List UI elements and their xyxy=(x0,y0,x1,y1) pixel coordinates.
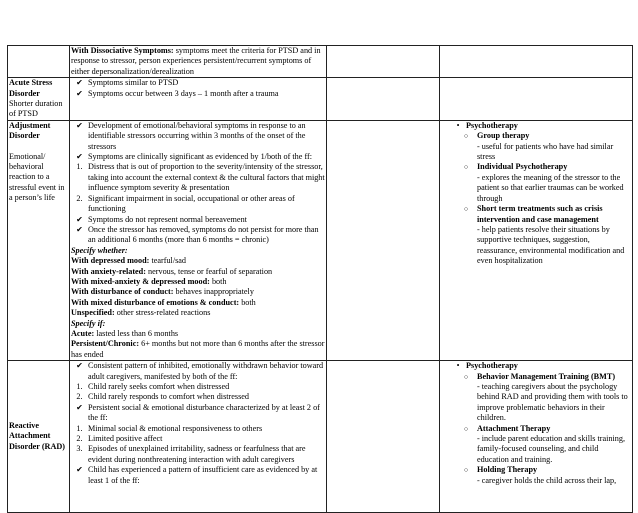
list-item: 2. Significant impairment in social, occupational or other areas of functioning xyxy=(76,193,295,214)
acute-stress-subtitle: Shorter duration of PTSD xyxy=(9,99,63,119)
acute-stress-col3 xyxy=(327,78,440,121)
circle-bullet-icon: ○ xyxy=(463,205,469,214)
adjustment-title: Adjustment Disorder xyxy=(9,120,51,141)
acute-stress-row xyxy=(8,78,633,121)
list-item: ✔ Symptoms are clinically significant as evidenced by 1/both of the ff: xyxy=(71,152,325,162)
rad-title: Reactive Attachment Disorder (RAD) xyxy=(9,421,66,451)
check-icon: ✔ xyxy=(76,152,83,162)
treatment-heading: • Psychotherapy xyxy=(441,361,631,371)
check-icon: ✔ xyxy=(76,402,83,412)
acute-stress-criteria xyxy=(70,78,327,121)
dissociative-name-cell xyxy=(8,46,70,78)
adjustment-name-cell xyxy=(8,120,70,360)
bullet-icon: • xyxy=(456,361,460,371)
check-icon: ✔ xyxy=(76,361,83,371)
adjustment-subtitle: Emotional/ behavioral reaction to a stressful event in a person’s life xyxy=(9,151,65,203)
rad-row xyxy=(8,361,633,513)
specify-if-label: Specify if: xyxy=(71,318,106,328)
circle-bullet-icon: ○ xyxy=(463,424,469,433)
duration-line: Persistent/Chronic: 6+ months but not more than 6 months after the stressor has ended xyxy=(71,339,325,359)
specify-whether-label: Specify whether: xyxy=(71,245,128,255)
list-item: ✔ Symptoms do not represent normal bereavement xyxy=(71,215,325,225)
subtype-line: With mixed disturbance of emotions & conduct: both xyxy=(71,297,256,307)
list-item: ✔ Symptoms similar to PTSD xyxy=(71,78,325,88)
treatment-item: ○ Group therapy - useful for patients who have had similar stress xyxy=(441,131,631,162)
treatment-item: ○ Attachment Therapy - include parent education and skills training, family-focused counseling, and child education and training. xyxy=(441,424,631,466)
subtype-line: With disturbance of conduct: behaves inappropriately xyxy=(71,287,254,297)
list-item: 1. Minimal social & emotional responsiveness to others xyxy=(76,423,263,433)
list-item: 1. Distress that is out of proportion to the severity/intensity of the stressor, taking into account the external context & the cultural factors that might influence symptom severity & presentation xyxy=(76,162,325,193)
adjustment-col3 xyxy=(327,120,440,360)
adjustment-treatment xyxy=(440,120,633,360)
subtype-line: With anxiety-related: nervous, tense or fearful of separation xyxy=(71,266,273,276)
acute-stress-treatment xyxy=(440,78,633,121)
list-item: 2. Child rarely responds to comfort when distressed xyxy=(76,392,249,402)
acute-stress-title: Acute Stress Disorder xyxy=(9,78,53,98)
bullet-icon: • xyxy=(456,120,460,130)
treatment-heading: • Psychotherapy xyxy=(441,121,631,131)
disorders-table xyxy=(7,45,633,513)
dissociative-cell xyxy=(70,46,327,78)
list-item: 2. Limited positive affect xyxy=(76,434,163,444)
check-icon: ✔ xyxy=(76,120,83,130)
dissociative-treatment xyxy=(440,46,633,78)
adjustment-criteria xyxy=(70,120,327,360)
rad-criteria xyxy=(70,361,327,513)
list-item: 3. Episodes of unexplained irritability, sadness or fearfulness that are evident during nonthreatening interaction with adult caregivers xyxy=(76,444,306,464)
subtype-line: Unspecified: other stress-related reactions xyxy=(71,308,211,318)
circle-bullet-icon: ○ xyxy=(463,132,469,141)
list-item: ✔ Once the stressor has removed, symptoms do not persist for more than an additional 6 months (more than 6 months = chronic) xyxy=(71,225,325,246)
treatment-item: ○ Holding Therapy - caregiver holds the child across their lap, xyxy=(441,465,631,486)
dissociative-col3 xyxy=(327,46,440,78)
check-icon: ✔ xyxy=(76,78,83,88)
circle-bullet-icon: ○ xyxy=(463,163,469,172)
duration-line: Acute: lasted less than 6 months xyxy=(71,328,179,338)
check-icon: ✔ xyxy=(76,465,83,475)
check-icon: ✔ xyxy=(76,214,83,224)
list-item: ✔ Symptoms occur between 3 days – 1 month after a trauma xyxy=(71,89,325,99)
treatment-item: ○ Individual Psychotherapy - explores the meaning of the stressor to the patient so that earlier traumas can be worked through xyxy=(441,162,631,204)
list-item: ✔ Consistent pattern of inhibited, emotionally withdrawn behavior toward adult caregivers, manifested by both of the ff: xyxy=(71,361,325,382)
circle-bullet-icon: ○ xyxy=(463,372,469,381)
check-icon: ✔ xyxy=(76,88,83,98)
check-icon: ✔ xyxy=(76,224,83,234)
adjustment-row xyxy=(8,120,633,360)
subtype-line: With mixed-anxiety & depressed mood: both xyxy=(71,276,227,286)
dissociative-text: symptoms meet the criteria for PTSD and in response to stressor, person experiences persistent/recurrent symptoms of either depersonalization/derealization xyxy=(71,46,321,76)
acute-stress-name-cell xyxy=(8,78,70,121)
treatment-item: ○ Short term treatments such as crisis intervention and case management - help patients resolve their situations by supportive techniques, suggestion, reassurance, environmental modification and even hospitalization xyxy=(441,204,631,266)
treatment-item: ○ Behavior Management Training (BMT) - teaching caregivers about the psychology behind RAD and providing them with tools to improve problematic behaviors in their children. xyxy=(441,372,631,424)
list-item: ✔ Development of emotional/behavioral symptoms in response to an identifiable stressors occurring within 3 months of the onset of the stressors xyxy=(71,121,325,152)
dissociative-heading: With Dissociative Symptoms: xyxy=(71,46,174,55)
rad-treatment xyxy=(440,361,633,513)
rad-name-cell xyxy=(8,361,70,513)
rad-col3 xyxy=(327,361,440,513)
list-item: ✔ Persistent social & emotional disturbance characterized by at least 2 of the ff: xyxy=(71,403,325,424)
circle-bullet-icon: ○ xyxy=(463,466,469,475)
list-item: 1. Child rarely seeks comfort when distressed xyxy=(76,382,230,391)
dissociative-row xyxy=(8,46,633,78)
subtype-line: With depressed mood: tearful/sad xyxy=(71,256,187,266)
list-item: ✔ Child has experienced a pattern of insufficient care as evidenced by at least 1 of the ff: xyxy=(71,465,325,486)
